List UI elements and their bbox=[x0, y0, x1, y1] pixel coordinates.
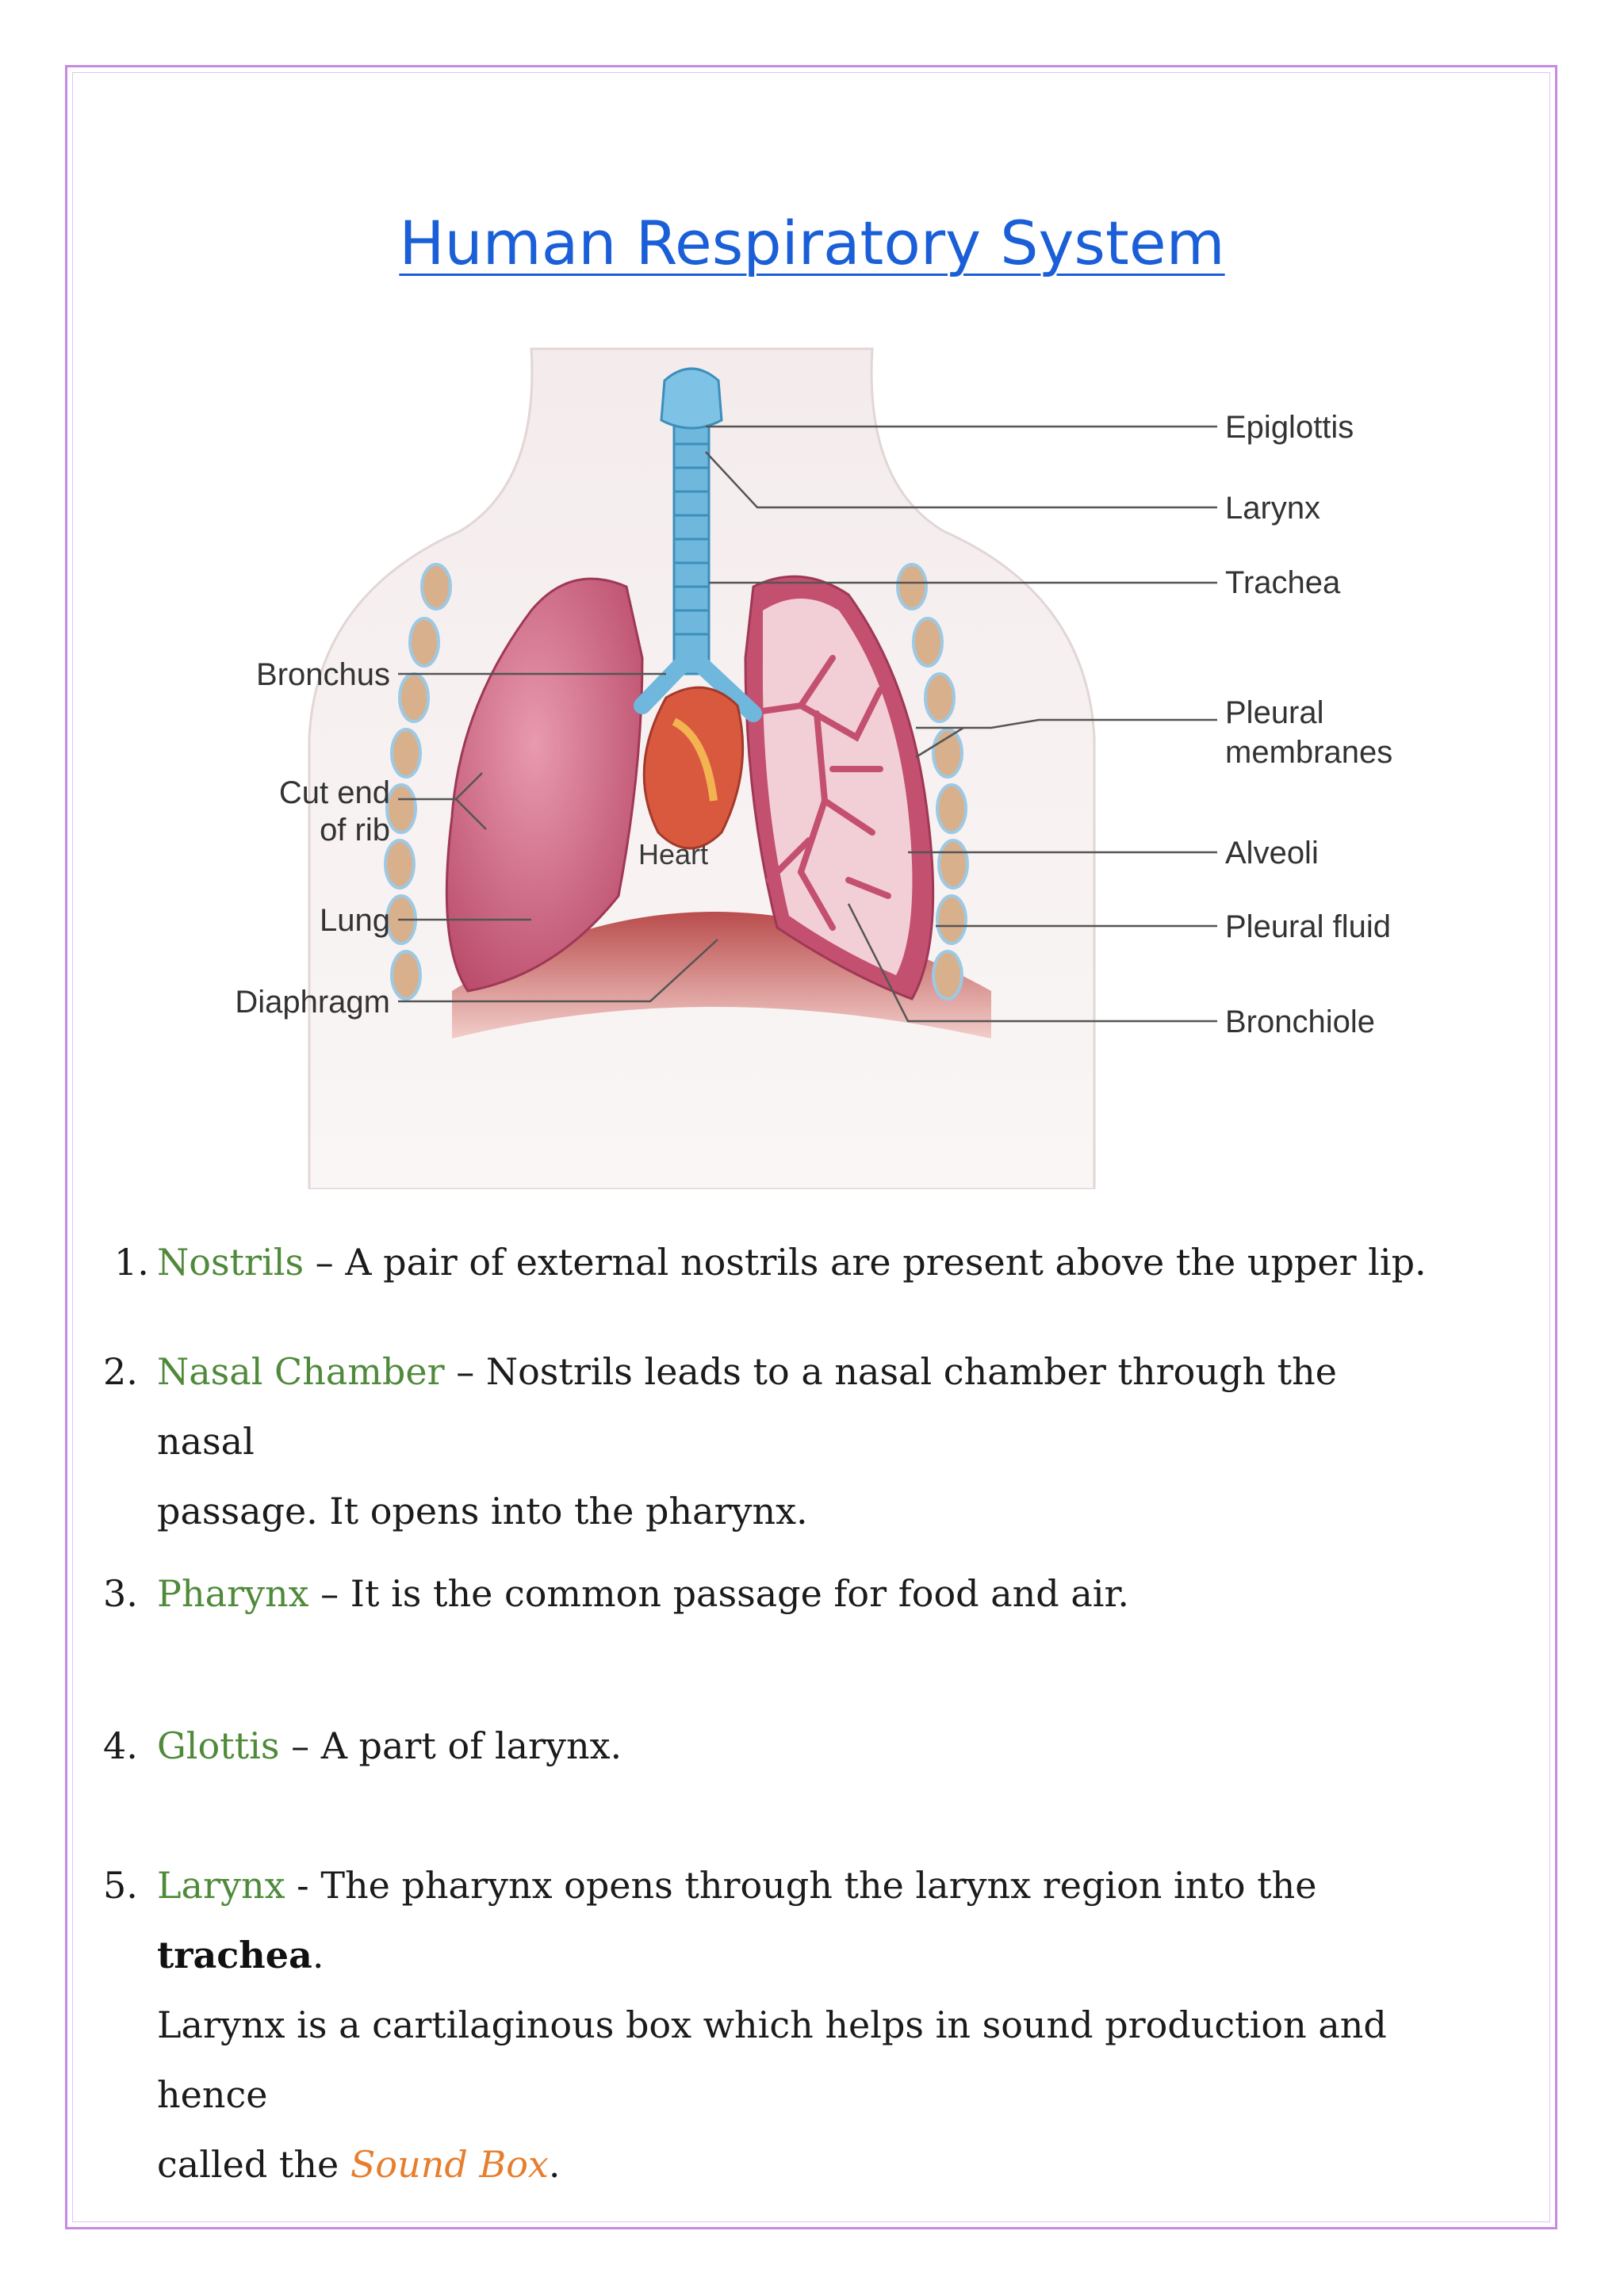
label-bronchus: Bronchus bbox=[256, 657, 390, 692]
label-pleural-membranes-1: Pleural bbox=[1225, 695, 1324, 730]
page-title: Human Respiratory System bbox=[399, 208, 1225, 278]
item-separator: – bbox=[444, 1350, 486, 1393]
label-pleural-membranes-2: membranes bbox=[1225, 735, 1393, 770]
item-text-continued-2: called the bbox=[157, 2143, 350, 2186]
item-text: A pair of external nostrils are present above the upper lip. bbox=[345, 1241, 1427, 1284]
item-bold-term: trachea bbox=[157, 1934, 312, 1976]
item-term: Pharynx bbox=[157, 1572, 309, 1615]
item-number: 5. bbox=[103, 1864, 138, 1907]
heart-label: Heart bbox=[638, 838, 709, 871]
label-larynx: Larynx bbox=[1225, 491, 1321, 526]
larynx-shape bbox=[661, 369, 722, 428]
item-term: Larynx bbox=[157, 1864, 285, 1907]
label-epiglottis: Epiglottis bbox=[1225, 410, 1354, 445]
item-text-end: . bbox=[312, 1934, 324, 1976]
item-text-continued: passage. It opens into the pharynx. bbox=[157, 1490, 808, 1533]
item-separator: – bbox=[308, 1572, 350, 1615]
item-highlight: Sound Box bbox=[350, 2143, 549, 2186]
item-separator: – bbox=[304, 1241, 346, 1284]
label-pleural-fluid: Pleural fluid bbox=[1225, 909, 1392, 944]
item-number: 3. bbox=[103, 1572, 138, 1615]
item-text: A part of larynx. bbox=[320, 1724, 622, 1767]
item-text: The pharynx opens through the larynx region into the bbox=[320, 1864, 1317, 1907]
label-trachea: Trachea bbox=[1225, 565, 1341, 600]
item-text: It is the common passage for food and air. bbox=[350, 1572, 1130, 1615]
item-text: Nostrils leads to a nasal chamber through the nasal bbox=[157, 1350, 1337, 1463]
respiratory-diagram bbox=[198, 325, 1435, 1189]
label-lung: Lung bbox=[320, 903, 390, 938]
item-number: 4. bbox=[103, 1724, 138, 1767]
item-number: 1. bbox=[114, 1241, 149, 1284]
label-diaphragm: Diaphragm bbox=[235, 985, 390, 1020]
item-separator: - bbox=[285, 1864, 321, 1907]
item-separator: – bbox=[279, 1724, 321, 1767]
item-term: Nasal Chamber bbox=[157, 1350, 445, 1393]
item-text-continued: Larynx is a cartilaginous box which helps in sound production and hence bbox=[157, 2003, 1387, 2116]
label-bronchiole: Bronchiole bbox=[1225, 1004, 1376, 1039]
label-cut-end-2: of rib bbox=[320, 813, 390, 848]
label-alveoli: Alveoli bbox=[1225, 836, 1319, 871]
item-text-end-2: . bbox=[548, 2143, 561, 2186]
item-term: Nostrils bbox=[157, 1241, 304, 1284]
label-cut-end-1: Cut end bbox=[278, 775, 390, 810]
item-number: 2. bbox=[103, 1350, 138, 1393]
item-term: Glottis bbox=[157, 1724, 280, 1767]
